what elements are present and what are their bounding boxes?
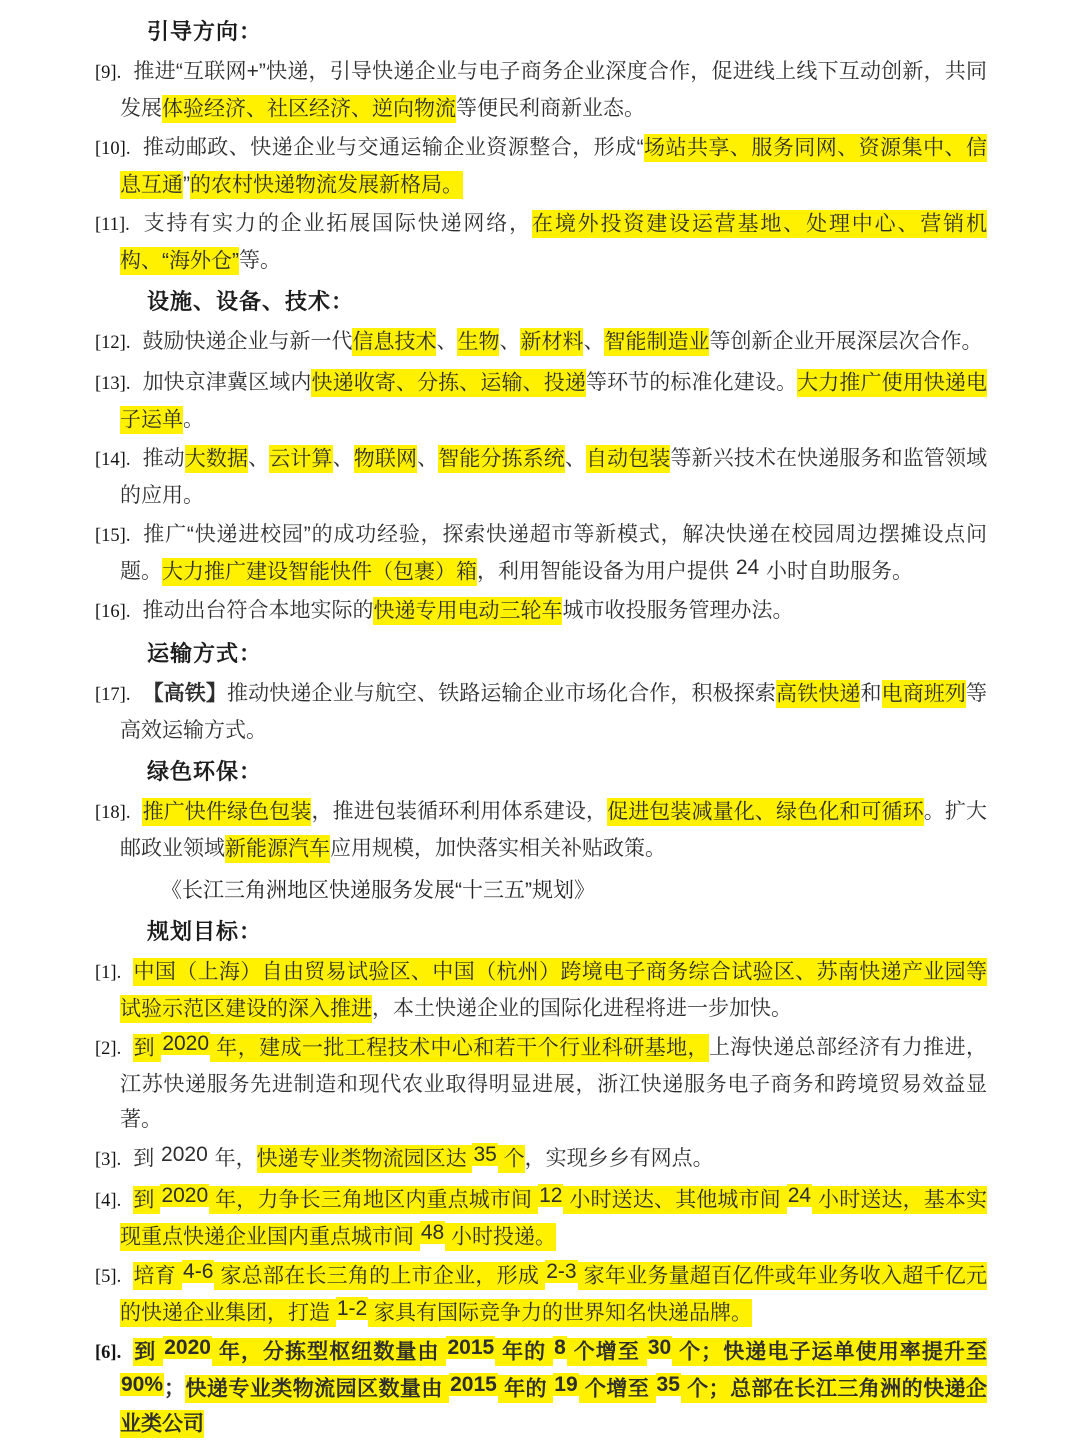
section-heading: 运输方式： — [147, 641, 263, 666]
item-number: [16]. — [95, 602, 131, 622]
plain-text: 2020 — [161, 1143, 208, 1166]
item-text — [133, 1143, 713, 1173]
highlighted-text: 家具有国际竞争力的世界知名快递品牌。 — [368, 1299, 752, 1327]
highlighted-text: 19 — [554, 1373, 578, 1396]
highlighted-text: 小时投递。 — [445, 1223, 556, 1251]
plain-text: ” — [183, 173, 190, 196]
highlighted-text: 4-6 — [183, 1260, 214, 1283]
plain-text: 到 — [133, 1147, 161, 1170]
highlighted-text: 智能制造业 — [604, 328, 709, 356]
highlighted-text: 年，分拣型枢纽数量由 — [212, 1338, 447, 1366]
highlighted-text: 快递专业类物流园区数量由 — [185, 1375, 449, 1403]
item-number: [17]. — [95, 685, 131, 705]
item-text — [120, 1184, 987, 1251]
highlighted-text: 中国（上海）自由贸易试验区、中国（杭州）跨境电子商务综合试验区、苏南快递产业园等试验示范区建设的深入推进 — [120, 958, 987, 1023]
item-number: [4]. — [95, 1191, 122, 1211]
item-text — [142, 597, 793, 625]
plain-text: 、 — [583, 330, 605, 353]
highlighted-text: 个增至 — [579, 1375, 656, 1403]
highlighted-text: 8 — [554, 1336, 566, 1359]
plain-text: ，实现乡乡有网点。 — [524, 1147, 714, 1170]
list-item — [95, 1182, 987, 1254]
plain-text: 等。 — [239, 249, 281, 272]
highlighted-text: 年的 — [498, 1375, 553, 1403]
item-text — [120, 369, 987, 434]
plain-text: 等环节的标准化建设。 — [585, 371, 798, 394]
highlighted-text: 48 — [420, 1221, 445, 1244]
list-item — [95, 1030, 987, 1137]
plain-text: 【高铁】 — [142, 682, 228, 705]
highlighted-text: 24 — [787, 1184, 812, 1207]
item-text — [120, 210, 987, 275]
list-item — [95, 517, 987, 589]
item-text — [120, 60, 987, 123]
highlighted-text: 的农村快递物流发展新格局。 — [190, 171, 463, 199]
highlighted-text: 信息技术 — [352, 328, 436, 356]
highlighted-text: 2015 — [447, 1336, 495, 1359]
plain-text: 推进“互联网+”快递，引导快递企业与电子商务企业深度合作，促进线上线下互动创新，共同发展 — [120, 60, 987, 120]
item-number: [14]. — [95, 450, 131, 470]
plain-text: 支持有实力的企业拓展国际快递网络， — [141, 212, 532, 235]
item-number: [6]. — [95, 1343, 122, 1363]
highlighted-text: 35 — [473, 1143, 497, 1166]
highlighted-text: 快递专用电动三轮车 — [373, 597, 562, 625]
section-heading: 规划目标： — [147, 919, 263, 944]
highlighted-text: 30 — [647, 1336, 672, 1359]
highlighted-text: 12 — [539, 1184, 563, 1207]
highlighted-text: 新能源汽车 — [225, 835, 330, 863]
item-number: [15]. — [95, 526, 131, 546]
item-text — [120, 1260, 987, 1327]
highlighted-text: 体验经济、社区经济、逆向物流 — [162, 95, 456, 123]
item-number: [12]. — [95, 333, 131, 353]
list-item — [95, 1141, 987, 1178]
highlighted-text: 促进包装减量化、绿色化和可循环 — [607, 798, 924, 826]
highlighted-text: 物联网 — [354, 445, 417, 473]
list-item — [95, 1258, 987, 1330]
plain-text: 加快京津冀区域内 — [142, 371, 312, 394]
plain-text: 等便民利商新业态。 — [456, 97, 645, 120]
highlighted-text: 35 — [656, 1373, 680, 1396]
plain-text: 、 — [499, 330, 521, 353]
highlighted-text: 1-2 — [336, 1297, 368, 1320]
plain-text: 推动出台符合本地实际的 — [142, 599, 374, 622]
plain-text: 、 — [332, 447, 354, 470]
item-text — [120, 134, 987, 199]
item-number: [13]. — [95, 374, 131, 394]
highlighted-text: 小时送达，基本实现重点快递企业国内重点城市间 — [120, 1186, 987, 1251]
plain-text: 24 — [735, 556, 760, 579]
highlighted-text: 家年业务量超百亿件或年业务收入超千亿元的快递企业集团，打造 — [120, 1262, 987, 1327]
highlighted-text: 个增至 — [567, 1338, 647, 1366]
highlighted-text: 自动包装 — [586, 445, 670, 473]
item-text — [120, 958, 987, 1023]
highlighted-text: 2020 — [162, 1032, 210, 1055]
highlighted-text: 电商班列 — [882, 680, 966, 708]
highlighted-text: 到 — [133, 1338, 163, 1366]
plain-text: 、 — [248, 447, 270, 470]
plain-text: 上海快递总部经济有力推进，江苏快递服务先进制造和现代农业取得明显进展，浙江快递服务电子商务和跨境贸易效益显著。 — [120, 1036, 987, 1131]
highlighted-text: 家总部在长三角的上市企业，形成 — [214, 1262, 545, 1290]
highlighted-text: 2-3 — [546, 1260, 577, 1283]
list-item — [95, 130, 987, 202]
document-title: 《长江三角洲地区快递服务发展“十三五”规划》 — [161, 879, 595, 902]
highlighted-text: 大力推广使用快递电子运单 — [120, 369, 987, 434]
plain-text: 鼓励快递企业与新一代 — [142, 330, 353, 353]
section-heading: 绿色环保： — [147, 759, 263, 784]
highlighted-text: 个；快递电子运单使用率提升至 — [672, 1338, 987, 1366]
plain-text: 推动邮政、快递企业与交通运输企业资源整合，形成“ — [142, 136, 644, 159]
plain-text: 。 — [183, 408, 204, 431]
plain-text: ，本土快递企业的国际化进程将进一步加快。 — [372, 997, 792, 1020]
plain-text: 推广“快递进校园”的成功经验，探索快递超市等新模式，解决快递在校园周边摆摊设点问题。 — [120, 523, 987, 583]
plain-text: ，利用智能设备为用户提供 — [477, 560, 735, 583]
item-number: [3]. — [95, 1150, 122, 1170]
section-heading: 设施、设备、技术： — [147, 289, 355, 314]
highlighted-text: 快递专业类物流园区达 — [257, 1145, 473, 1173]
highlighted-text: 2020 — [164, 1336, 211, 1359]
plain-text: 。扩大邮政业领域 — [120, 800, 988, 860]
item-text — [120, 1336, 987, 1438]
item-number: [2]. — [95, 1039, 122, 1059]
plain-text: 、 — [436, 330, 458, 353]
list-item — [95, 365, 987, 437]
highlighted-text: 90% — [121, 1373, 164, 1396]
highlighted-text: 培育 — [133, 1262, 182, 1290]
plain-text: 年， — [208, 1147, 257, 1170]
highlighted-text: 个 — [498, 1145, 525, 1173]
plain-text: 小时自助服务。 — [760, 560, 914, 583]
document-body — [95, 15, 987, 1441]
highlighted-text: 个；总部在长江三角洲的快递企业类公司 — [120, 1375, 987, 1438]
list-item — [95, 794, 987, 866]
plain-text: 等创新企业开展深层次合作。 — [709, 330, 983, 353]
highlighted-text: 到 — [133, 1034, 161, 1062]
item-text — [120, 445, 987, 508]
list-item — [95, 206, 987, 278]
highlighted-text: 快递收寄、分拣、运输、投递 — [311, 369, 585, 397]
list-item — [95, 54, 987, 126]
section-heading: 引导方向： — [147, 19, 263, 44]
highlighted-text: 新材料 — [520, 328, 583, 356]
highlighted-text: 大数据 — [185, 445, 248, 473]
item-text — [120, 798, 987, 863]
highlighted-text: 大力推广建设智能快件（包裹）箱 — [162, 558, 477, 586]
highlighted-text: 高铁快递 — [776, 680, 860, 708]
highlighted-text: 年，建成一批工程技术中心和若干个行业科研基地， — [210, 1034, 709, 1062]
highlighted-text: 生物 — [457, 328, 499, 356]
highlighted-text: 到 — [133, 1186, 160, 1214]
plain-text: 应用规模，加快落实相关补贴政策。 — [330, 837, 666, 860]
item-number: [11]. — [95, 215, 130, 235]
item-number: [9]. — [95, 63, 122, 83]
plain-text: ； — [164, 1377, 186, 1400]
item-number: [1]. — [95, 963, 122, 983]
list-item — [95, 954, 987, 1026]
plain-text: 推动 — [142, 447, 185, 470]
item-number: [5]. — [95, 1267, 122, 1287]
highlighted-text: 2015 — [450, 1373, 497, 1396]
item-text — [120, 1032, 987, 1131]
list-item — [95, 441, 987, 513]
highlighted-text: 年的 — [495, 1338, 553, 1366]
item-text — [120, 523, 987, 586]
list-item — [95, 676, 987, 748]
plain-text: ，推进包装循环利用体系建设， — [311, 800, 608, 823]
highlighted-text: 场站共享、服务同网、资源集中、信息互通 — [120, 134, 987, 199]
plain-text: 推动快递企业与航空、铁路运输企业市场化合作，积极探索 — [227, 682, 776, 705]
highlighted-text: 推广快件绿色包装 — [142, 798, 311, 826]
plain-text: 等高效运输方式。 — [120, 682, 988, 742]
highlighted-text: 云计算 — [269, 445, 332, 473]
highlighted-text: 2020 — [161, 1184, 209, 1207]
list-item — [95, 593, 987, 630]
highlighted-text: 智能分拣系统 — [438, 445, 565, 473]
item-text — [142, 328, 982, 356]
list-item — [95, 324, 987, 361]
plain-text: 、 — [417, 447, 439, 470]
highlighted-text: 年，力争长三角地区内重点城市间 — [209, 1186, 538, 1214]
item-number: [18]. — [95, 803, 131, 823]
plain-text: 等新兴技术在快递服务和监管领域的应用。 — [120, 447, 988, 507]
highlighted-text: 小时送达、其他城市间 — [563, 1186, 786, 1214]
item-text — [120, 680, 987, 743]
plain-text: 城市收投服务管理办法。 — [562, 599, 794, 622]
item-number: [10]. — [95, 139, 131, 159]
highlighted-text: 在境外投资建设运营基地、处理中心、营销机构、“海外仓” — [120, 210, 987, 275]
plain-text: 和 — [860, 682, 882, 705]
plain-text: 、 — [564, 447, 587, 470]
list-item — [95, 1334, 987, 1441]
